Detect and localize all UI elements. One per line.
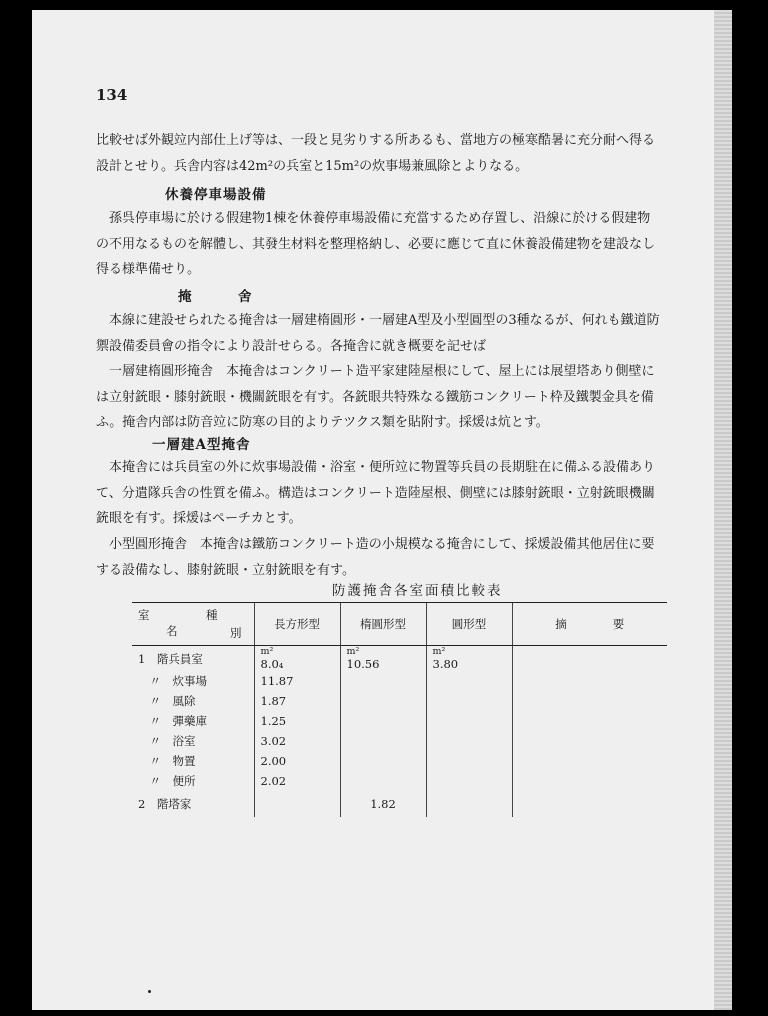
row-label: 〃 風除 [149, 694, 196, 708]
heading-a-type: 一層建A型掩舎 [152, 437, 251, 453]
header-round: 圓形型 [426, 603, 512, 646]
cell-rect: m² 8.0₄ [254, 646, 340, 672]
paragraph-3: 本線に建設せられたる掩舎は一層建楕圓形・一層建A型及小型圓型の3種なるが、何れも鐵道防禦設備委員會の指令により設計せらる。各掩舎に就き概要を記せば [96, 313, 660, 354]
table-row [132, 711, 667, 731]
ink-speck [148, 990, 151, 993]
table-row [132, 751, 667, 771]
cell-note [512, 671, 667, 691]
cell-round [426, 691, 512, 711]
paragraph-4: 一層建楕圓形掩舎 本掩舎はコンクリート造平家建陸屋根にして、屋上には展望塔あり側壁には立射銃眼・膝射銃眼・機關銃眼を有す。各銃眼共特殊なる鐵筋コンクリート枠及鐵製金具を備ふ。掩舎内部は防音竝に防寒の目的よりテツクス類を貼附す。採煖は炕とす。 [96, 364, 655, 430]
table-title: 防護掩舎各室面積比較表 [332, 583, 503, 599]
cell-note [512, 771, 667, 791]
area-comparison-table [132, 602, 667, 817]
cell-rect [254, 791, 340, 817]
cell-note [512, 711, 667, 731]
header-note: 摘 要 [512, 603, 667, 646]
heading-shelter-left: 掩 [178, 289, 193, 305]
table-row [132, 771, 667, 791]
row-label: 〃 浴室 [149, 734, 196, 748]
cell-note [512, 731, 667, 751]
cell-oval [340, 751, 426, 771]
unit-label: m² [432, 646, 446, 657]
cell-rect: 3.02 [254, 731, 340, 751]
row-label: 〃 便所 [149, 774, 196, 788]
cell-round [426, 671, 512, 691]
row-label: 1 階兵員室 [138, 651, 203, 666]
table-row [132, 731, 667, 751]
cell-oval: m² 10.56 [340, 646, 426, 672]
row-label: 〃 物置 [149, 754, 196, 768]
header-separator: 別 [230, 626, 242, 640]
cell-note [512, 791, 667, 817]
cell-oval [340, 671, 426, 691]
unit-label: m² [260, 646, 274, 657]
cell-rect: 1.87 [254, 691, 340, 711]
table-row [132, 791, 667, 817]
header-rect: 長方形型 [254, 603, 340, 646]
cell-oval [340, 771, 426, 791]
cell-round [426, 731, 512, 751]
table-header-row [132, 603, 667, 646]
paragraph-2: 孫呉停車場に於ける假建物1棟を休養停車場設備に充當するため存置し、沿線に於ける假建物の不用なるものを解體し、其發生材料を整理格納し、必要に應じて直に休養設備建物を建設なし得る様準備せり。 [96, 211, 656, 277]
cell-note [512, 751, 667, 771]
cell-rect: 11.87 [254, 671, 340, 691]
cell-note [512, 646, 667, 672]
header-name: 名 [166, 624, 178, 638]
cell-round [426, 771, 512, 791]
page-number: 134 [96, 86, 128, 104]
page-edge [714, 10, 732, 1010]
cell-oval [340, 691, 426, 711]
header-room: 室 [138, 608, 150, 622]
cell-round: m² 3.80 [426, 646, 512, 672]
cell-rect: 2.00 [254, 751, 340, 771]
cell-rect: 1.25 [254, 711, 340, 731]
table-row [132, 671, 667, 691]
cell-note [512, 691, 667, 711]
unit-label: m² [346, 646, 360, 657]
row-label: 2 階塔家 [138, 797, 192, 811]
paragraph-6: 小型圓形掩舎 本掩舎は鐵筋コンクリート造の小規模なる掩舎にして、採煖設備其他居住に要する設備なし、膝射銃眼・立射銃眼を有す。 [96, 537, 655, 578]
cell-rect: 2.02 [254, 771, 340, 791]
row-label: 〃 炊事場 [149, 674, 207, 688]
table-row [132, 646, 667, 672]
cell-round [426, 791, 512, 817]
cell-round [426, 711, 512, 731]
heading-rest-station: 休養停車場設備 [165, 187, 267, 203]
header-oval: 楕圓形型 [340, 603, 426, 646]
cell-round [426, 751, 512, 771]
cell-oval: 1.82 [340, 791, 426, 817]
heading-shelter-right: 舍 [238, 289, 253, 305]
row-label: 〃 彈藥庫 [149, 714, 207, 728]
header-kind: 種 [206, 608, 218, 622]
cell-oval [340, 731, 426, 751]
paragraph-1: 比較せば外観竝内部仕上げ等は、一段と見劣りする所あるも、當地方の極寒酷暑に充分耐へ得る設計とせり。兵舎内容は42m²の兵室と15m²の炊事場兼風除とよりなる。 [96, 133, 656, 174]
paragraph-5: 本掩舎には兵員室の外に炊事場設備・浴室・便所竝に物置等兵員の長期駐在に備ふる設備ありて、分遣隊兵舎の性質を備ふ。構造はコンクリート造陸屋根、側壁には膝射銃眼・立射銃眼機關銃眼を有す。採煖はペーチカとす。 [96, 460, 656, 526]
header-corner [132, 603, 254, 646]
cell-oval [340, 711, 426, 731]
table-row [132, 691, 667, 711]
